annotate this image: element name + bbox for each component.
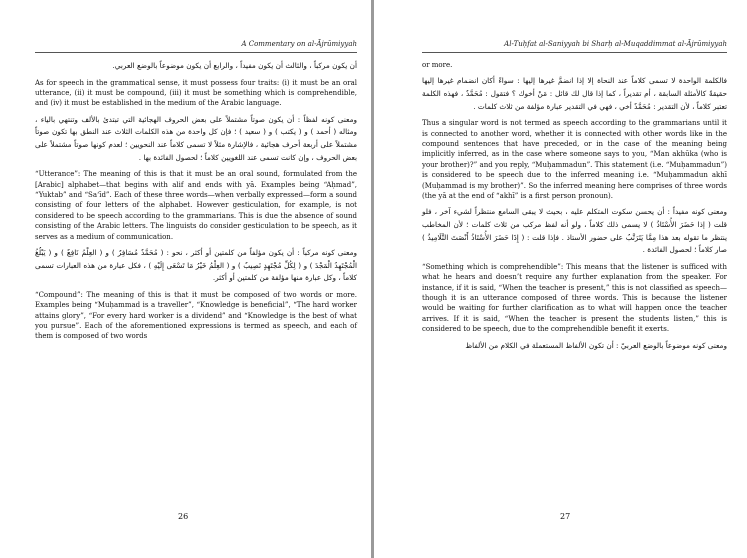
page-number: 26 <box>178 512 189 521</box>
page-number: 27 <box>560 512 571 521</box>
english-paragraph: or more. <box>422 61 453 69</box>
english-paragraph: “Compound”: The meaning of this is that it must be composed of two words or more. Examples being “Muḥammad is a traveller”, “Knowledge is beneficial”, “The hard worker attains glory”, “For every hard worker is a dividend” and “Knowledge is the best of what you pursue”. Each of the aforementioned expressions is termed as speech, and each of them is composed of two words <box>35 290 357 341</box>
page-body <box>422 60 727 357</box>
header-rule <box>422 52 727 53</box>
english-paragraph: “Something which is comprehendible”: This means that the listener is sufficed with what he hears and doesn’t require any further explanation from the speaker. For instance, if it is said, “When the teacher is present,” this is not classified as speech—though it is an utterance composed of three words. This is because the listener would be waiting for further clarification as to what will happen once the teacher arrives. If it is said, “When the teacher is present the students listen,” this is considered to be speech, due to the comprehendible benefit it exerts. <box>422 262 727 334</box>
english-paragraph: “Utterance”: The meaning of this is that it must be an oral sound, formulated from the [Arabic] alphabet—that begins with alif and ends with yā. Examples being “Aḥmad”, “Yuktab” and “Sa‘īd”. Each of these three words—when verbally expressed—form a sound consisting of four letters of the alphabet. However gesticulation, for example, is not considered to be speech according to the grammarians. This is due the absence of sound consisting of the Arabic letters. The linguists do consider gesticulation to be speech, as it serves as a medium of communication. <box>35 170 357 241</box>
arabic-paragraph: أن يكون مركباً ، والثالث أن يكون مفيداً ، والرابع أن يكون موضوعاً بالوضع العربي. <box>112 61 357 70</box>
english-paragraph: Thus a singular word is not termed as speech according to the grammarians until it is connected to another word, whether it is connected with other words like in the compound sentences that have preceded, or in the case of the meaning being implicitly inferred, as in the case where someone says to you, “Man akhūka (who is your brother)?” and you reply, “Muḥammadun”. This statement (i.e. “Muḥammadun”) is considered to be speech due to the inferred meaning i.e. “Muḥammadun akhī (Muḥammad is my brother)”. So the inferred meaning here comprises of three words (the yā at the end of “akhī” is a first person pronoun). <box>422 119 727 201</box>
arabic-paragraph: ومعنى كونه مركباً : أن يكون مؤلفاً من كلمتين أو أكثر ، نحو : ( مُحَمَّدٌ مُسَافِرٌ ) و ( العِلْمُ نَافِعٌ ) و ( يَبْلُغُ الْمُجْتَهِدُ الْمَجْدَ ) و ( لِكُلِّ مُجْتَهِدٍ نَصِيبٌ ) و ( العِلْمُ خَيْرُ مَا تَسْعَى إِلَيْهِ ) ، فكل عبارة من هذه العبارات تسمى كلاماً ، وكل عبارة منها مؤلفة من كلمتين أو أكثر. <box>35 248 357 283</box>
arabic-paragraph: ومعنى كونه مفيداً : أن يحسن سكوت المتكلم عليه ، بحيث لا يبقى السامع منتظراً لشيء آخر ، فلو قلت ( إذا حَضَرَ الأُسْتَاذُ ) لا يسمى ذلك كلاماً ، ولو أنه لفظ مركب من ثلاث كلمات ؛ لأن المخاطب ينتظر ما تقوله بعد هذا مِمَّا يَتَرَتَّبُ على حضور الأستاذ . فإذا قلت : ( إِذَا حَضَرَ الأُسْتَاذُ أَنْصَتَ التَّلَامِيذُ ) صار كلاماً ؛ لحصول الفائدة . <box>422 207 727 255</box>
arabic-paragraph: فالكلمة الواحدة لا تسمى كلاماً عند النحاة إلا إذا انضمَّ غيرها إليها : سواءً أكان انضمام غيرها إليها حقيقةً كالأمثلة السابقة ، أم تقديراً ، كما إذا قال لك قائل : مَنْ أخوك ؟ فتقول : مُحَمَّدٌ ، فهذه الكلمة تعتبر كلاماً ، لأن التقدير : مُحَمَّدٌ أخي ، فهي في التقدير عبارة مؤلفة من ثلاث كلمات . <box>422 76 727 111</box>
running-head: Al-Tuḥfat al-Saniyyah bi Sharḥ al-Muqaddimmat al-Ājrūmiyyah <box>504 40 727 48</box>
arabic-paragraph: ومعنى كونه موضوعاً بالوضع العربيّ : أن تكون الألفاظ المستعملة في الكلام من الألفاظ <box>465 340 727 350</box>
right-page <box>374 0 747 558</box>
left-page <box>0 0 371 558</box>
english-paragraph: As for speech in the grammatical sense, it must possess four traits: (i) it must be an oral utterance, (ii) it must be compound, (iii) it must be something which is comprehendible, and (iv) it must be established in the medium of the Arabic language. <box>35 78 357 108</box>
running-head: A Commentary on al-Ājrūmiyyah <box>241 40 357 48</box>
page-body <box>35 60 357 347</box>
header-rule <box>35 52 357 53</box>
arabic-paragraph: ومعنى كونه لفظاً : أن يكون صوتاً مشتملاً على بعض الحروف الهجائية التي تبتدئ بالألف وتنتهي بالياء ، ومثاله ( أحمد ) و ( يكتب ) و ( سعيد ) ؛ فإن كل واحدة من هذه الكلمات الثلاث عند النطق بها تكون صوتاً مشتملاً على أربعة أحرف هجائية ، فالإشارة مثلاً لا تسمى كلاماً عند النحويين ؛ لعدم كونها صوتاً مشتملاً على بعض الحروف ، وإن كانت تسمى عند اللغويين كلاماً ؛ لحصول الفائدة بها . <box>35 114 357 162</box>
